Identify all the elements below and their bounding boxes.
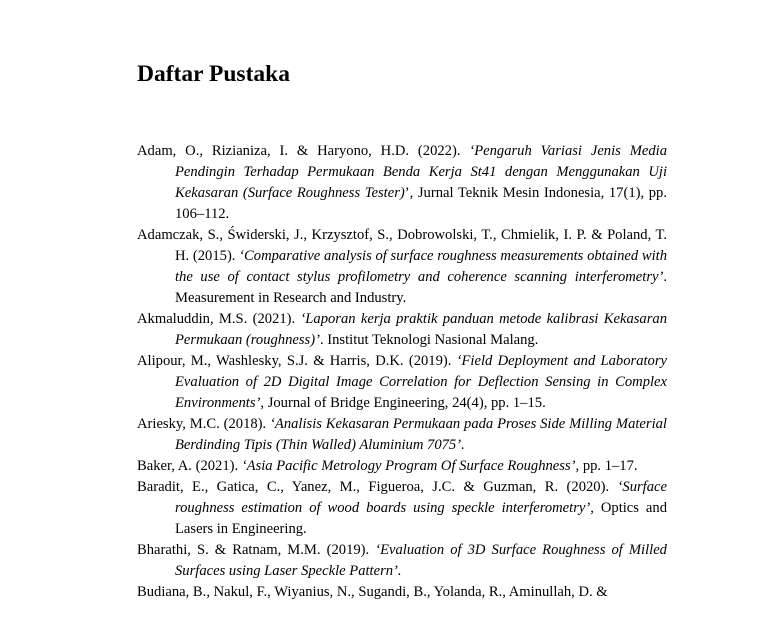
reference-title: ‘Pengaruh Variasi Jenis Media Pendingin Terhadap Permukaan Benda Kerja St41 dengan Menggunakan Uji Kekasaran (Surface Roughness Tester)	[175, 143, 667, 201]
reference-source: ’, Jurnal Teknik Mesin Indonesia, 17(1), pp. 106–112.	[175, 185, 667, 222]
reference-authors: Akmaluddin, M.S. (2021).	[137, 311, 301, 327]
reference-source: , Optics and Lasers in Engineering.	[175, 500, 667, 537]
reference-entry	[137, 351, 667, 414]
reference-title: ‘Analisis Kekasaran Permukaan pada Proses Side Milling Material Berdinding Tipis (Thin Walled) Aluminium 7075’.	[175, 416, 667, 453]
reference-entry	[137, 456, 667, 477]
reference-authors: Adamczak, S., Świderski, J., Krzysztof, S., Dobrowolski, T., Chmielik, I. P. & Poland, T. H. (2015).	[137, 227, 667, 264]
reference-authors: Baradit, E., Gatica, C., Yanez, M., Figueroa, J.C. & Guzman, R. (2020).	[137, 479, 618, 495]
reference-authors: Budiana, B., Nakul, F., Wiyanius, N., Sugandi, B., Yolanda, R., Aminullah, D. &	[137, 584, 608, 600]
reference-source: . Institut Teknologi Nasional Malang.	[319, 332, 539, 348]
reference-authors: Adam, O., Rizianiza, I. & Haryono, H.D. (2022).	[137, 143, 470, 159]
reference-authors: Baker, A. (2021).	[137, 458, 242, 474]
reference-authors: Alipour, M., Washlesky, S.J. & Harris, D.K. (2019).	[137, 353, 457, 369]
reference-title: ‘Comparative analysis of surface roughness measurements obtained with the use of contact stylus profilometry and coherence scanning interferometry’	[175, 248, 667, 285]
reference-entry	[137, 141, 667, 225]
page-title: Daftar Pustaka	[137, 61, 290, 87]
reference-title: ‘Field Deployment and Laboratory Evaluation of 2D Digital Image Correlation for Deflection Sensing in Complex Environments’	[175, 353, 668, 411]
reference-entry	[137, 414, 667, 456]
reference-list	[137, 141, 667, 603]
reference-authors: Bharathi, S. & Ratnam, M.M. (2019).	[137, 542, 376, 558]
reference-source: , pp. 1–17.	[575, 458, 638, 474]
reference-title: ‘Surface roughness estimation of wood boards using speckle interferometry’	[175, 479, 667, 516]
reference-entry	[137, 309, 667, 351]
reference-title: ‘Evaluation of 3D Surface Roughness of Milled Surfaces using Laser Speckle Pattern’.	[175, 542, 667, 579]
reference-title: ‘Laporan kerja praktik panduan metode kalibrasi Kekasaran Permukaan (roughness)’	[175, 311, 667, 348]
reference-entry	[137, 540, 667, 582]
reference-entry	[137, 582, 667, 603]
reference-title: ‘Asia Pacific Metrology Program Of Surface Roughness’	[241, 458, 576, 474]
reference-entry	[137, 477, 667, 540]
reference-authors: Ariesky, M.C. (2018).	[137, 416, 271, 432]
reference-source: , Journal of Bridge Engineering, 24(4), pp. 1–15.	[260, 395, 546, 411]
reference-source: . Measurement in Research and Industry.	[175, 269, 667, 306]
reference-entry	[137, 225, 667, 309]
